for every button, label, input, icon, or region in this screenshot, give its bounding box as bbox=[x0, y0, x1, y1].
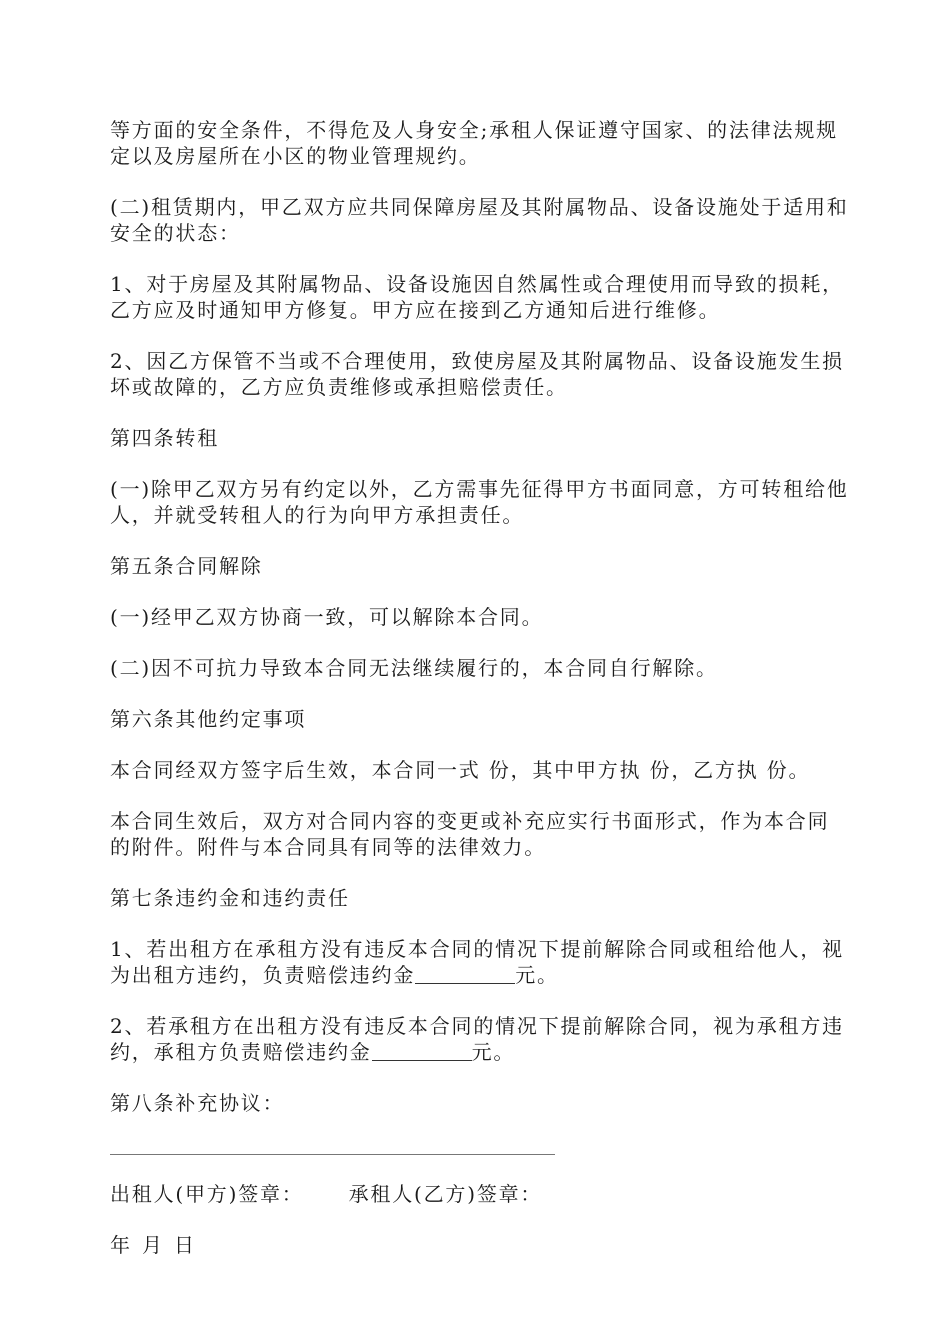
paragraph-copies: 本合同经双方签字后生效，本合同一式 份，其中甲方执 份，乙方执 份。 bbox=[110, 758, 811, 782]
heading-article-6: 第六条其他约定事项 bbox=[110, 707, 307, 731]
lessor-breach-text: 1、若出租方在承租方没有违反本合同的情况下提前解除合同或租给他人，视为出租方违约，负责赔偿违约金 bbox=[110, 937, 844, 987]
lessor-breach-unit: 元。 bbox=[515, 963, 559, 987]
heading-article-5: 第五条合同解除 bbox=[110, 554, 263, 578]
lessee-breach-text: 2、若承租方在出租方没有违反本合同的情况下提前解除合同，视为承租方违约，承租方负责赔偿违约金 bbox=[110, 1014, 844, 1064]
paragraph-lessor-breach bbox=[110, 936, 850, 988]
date-line: 年月日 bbox=[110, 1233, 206, 1257]
paragraph-wear-repair: 1、对于房屋及其附属物品、设备设施因自然属性或合理使用而导致的损耗，乙方应及时通知甲方修复。甲方应在接到乙方通知后进行维修。 bbox=[110, 272, 844, 322]
paragraph-lessee-breach bbox=[110, 1013, 850, 1065]
paragraph-safety: 等方面的安全条件，不得危及人身安全;承租人保证遵守国家、的法律法规规定以及房屋所在小区的物业管理规约。 bbox=[110, 118, 838, 168]
heading-article-7: 第七条违约金和违约责任 bbox=[110, 886, 350, 910]
lessor-signature-label: 出租人(甲方)签章： bbox=[110, 1182, 304, 1206]
paragraph-termination-mutual: (一)经甲乙双方协商一致，可以解除本合同。 bbox=[110, 605, 544, 629]
paragraph-termination-force-majeure: (二)因不可抗力导致本合同无法继续履行的，本合同自行解除。 bbox=[110, 656, 718, 680]
lessee-breach-unit: 元。 bbox=[471, 1040, 516, 1064]
heading-article-4: 第四条转租 bbox=[110, 426, 219, 450]
penalty-amount-blank-lessor[interactable] bbox=[415, 965, 515, 984]
lessee-signature-label: 承租人(乙方)签章： bbox=[348, 1182, 543, 1206]
penalty-amount-blank-lessee[interactable] bbox=[372, 1042, 472, 1061]
supplementary-agreement-line bbox=[110, 1154, 555, 1155]
paragraph-damage-liability: 2、因乙方保管不当或不合理使用，致使房屋及其附属物品、设备设施发生损坏或故障的，乙方应负责维修或承担赔偿责任。 bbox=[110, 349, 844, 399]
document-page bbox=[110, 117, 850, 1258]
heading-article-8: 第八条补充协议： bbox=[110, 1091, 285, 1115]
signature-row bbox=[110, 1181, 850, 1207]
paragraph-amendments: 本合同生效后，双方对合同内容的变更或补充应实行书面形式，作为本合同的附件。附件与本合同具有同等的法律效力。 bbox=[110, 809, 830, 859]
paragraph-sublease: (一)除甲乙双方另有约定以外，乙方需事先征得甲方书面同意，方可转租给他人，并就受转租人的行为向甲方承担责任。 bbox=[110, 477, 849, 527]
paragraph-lease-period: (二)租赁期内，甲乙双方应共同保障房屋及其附属物品、设备设施处于适用和安全的状态： bbox=[110, 195, 849, 245]
